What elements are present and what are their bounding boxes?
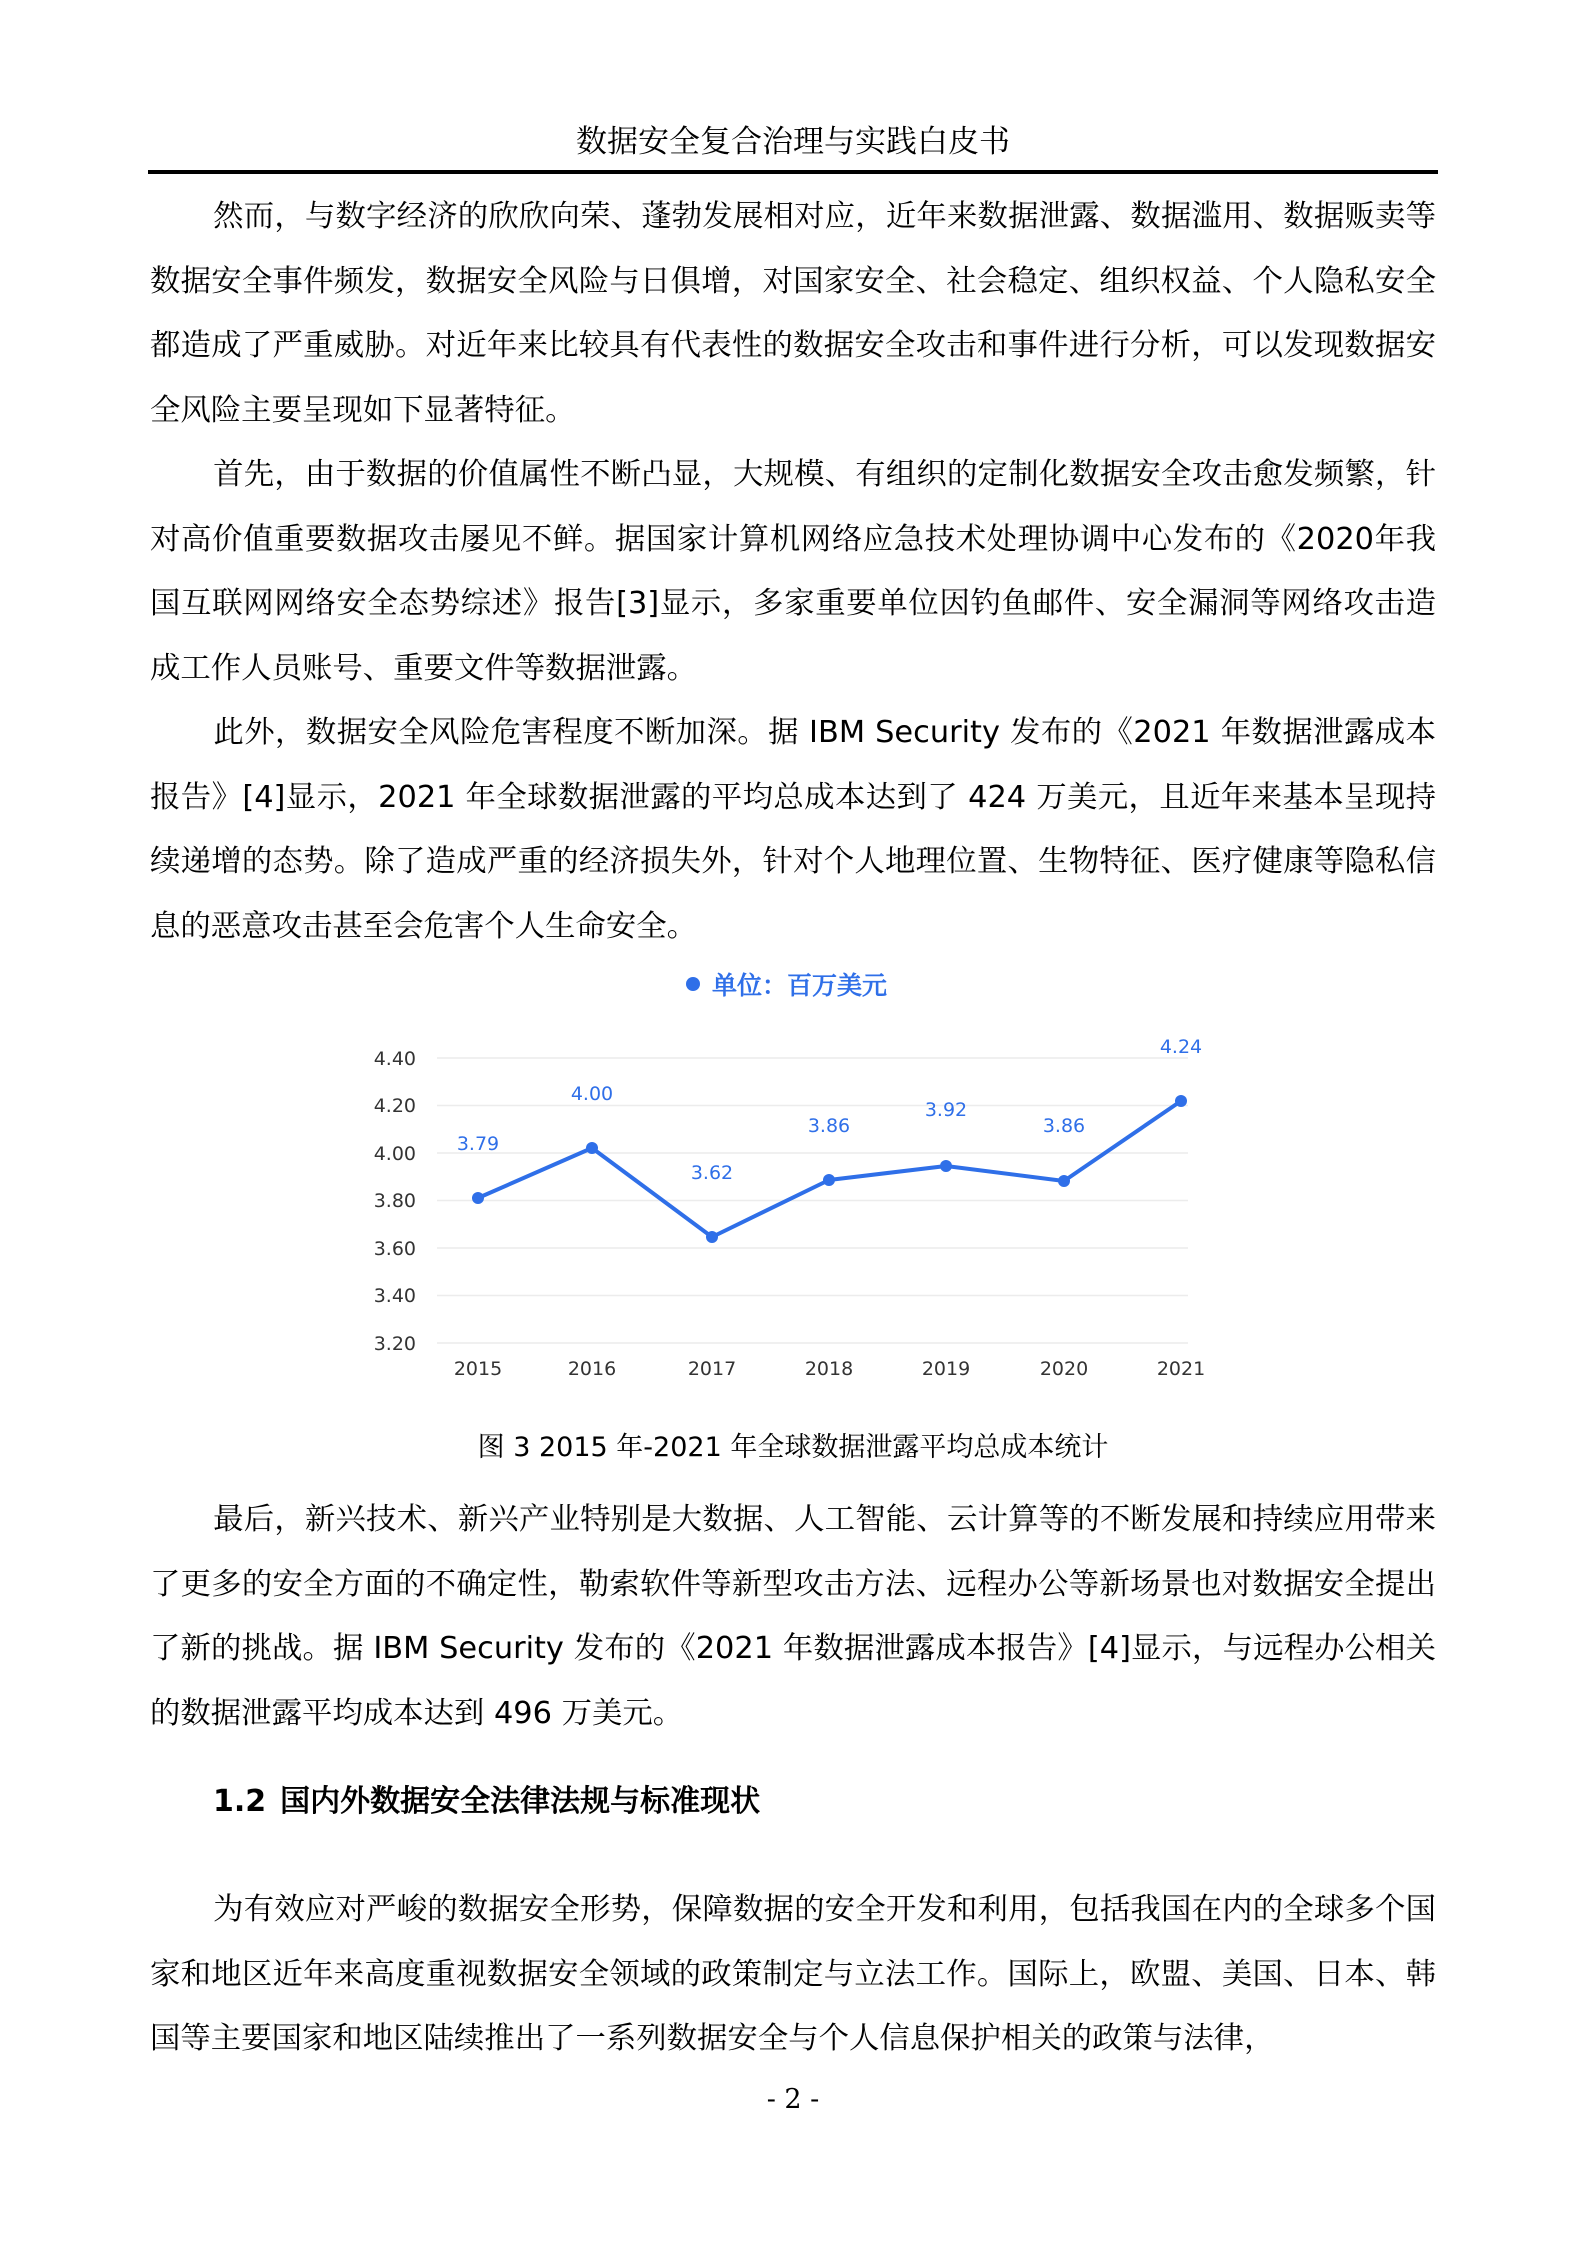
paragraph-text: 最后，新兴技术、新兴产业特别是大数据、人工智能、云计算等的不断发展和持续应用带来了更多的安全方面的不确定性，勒索软件等新型攻击方法、远程办公等新场景也对数据安全提出了新的挑战。据 IBM Security 发布的《2021 年数据泄露成本报告》[4]显示，与远程办公相关的数据泄露平均成本达到 496 万美元。	[150, 1502, 1436, 1731]
data-label: 4.24	[1159, 1036, 1203, 1058]
paragraph-text: 为有效应对严峻的数据安全形势，保障数据的安全开发和利用，包括我国在内的全球多个国家和地区近年来高度重视数据安全领域的政策制定与立法工作。国际上，欧盟、美国、日本、韩国等主要国家和地区陆续推出了一系列数据安全与个人信息保护相关的政策与法律，	[150, 1892, 1436, 2056]
section-heading	[213, 1780, 760, 1824]
data-point-marker	[472, 1192, 484, 1204]
data-label: 3.86	[1042, 1115, 1086, 1137]
page-number: - 2 -	[766, 2084, 820, 2115]
line-chart	[340, 950, 1240, 1400]
data-point-marker	[940, 1160, 952, 1172]
data-point-marker	[586, 1142, 598, 1154]
paragraph-text: 此外，数据安全风险危害程度不断加深。据 IBM Security 发布的《2021 年数据泄露成本报告》[4]显示，2021 年全球数据泄露的平均总成本达到了 424 万美元，且近年来基本呈现持续递增的态势。除了造成严重的经济损失外，针对个人地理位置、生物特征、医疗健康等隐私信息的恶意攻击甚至会危害个人生命安全。	[150, 715, 1436, 944]
y-tick: 4.20	[373, 1095, 416, 1117]
paragraph-text: 首先，由于数据的价值属性不断凸显，大规模、有组织的定制化数据安全攻击愈发频繁，针对高价值重要数据攻击屡见不鲜。据国家计算机网络应急技术处理协调中心发布的《2020年我国互联网网络安全态势综述》报告[3]显示，多家重要单位因钓鱼邮件、安全漏洞等网络攻击造成工作人员账号、重要文件等数据泄露。	[150, 457, 1436, 686]
data-label: 3.62	[690, 1162, 734, 1184]
data-point-marker	[823, 1174, 835, 1186]
section-number: 1.2	[213, 1784, 267, 1819]
x-tick: 2016	[567, 1358, 617, 1380]
x-tick: 2020	[1039, 1358, 1089, 1380]
y-tick: 3.80	[373, 1190, 416, 1212]
y-axis-ticks	[374, 1048, 416, 1355]
paragraph-text: 然而，与数字经济的欣欣向荣、蓬勃发展相对应，近年来数据泄露、数据滥用、数据贩卖等数据安全事件频发，数据安全风险与日俱增，对国家安全、社会稳定、组织权益、个人隐私安全都造成了严重威胁。对近年来比较具有代表性的数据安全攻击和事件进行分析，可以发现数据安全风险主要呈现如下显著特征。	[150, 199, 1436, 428]
y-tick: 3.60	[373, 1238, 416, 1260]
data-point-marker	[1058, 1175, 1070, 1187]
y-tick: 4.40	[373, 1048, 416, 1070]
data-point-marker	[1175, 1095, 1187, 1107]
header-rule	[148, 170, 1438, 174]
x-tick: 2021	[1156, 1358, 1206, 1380]
y-tick: 3.40	[373, 1285, 416, 1307]
x-tick: 2017	[687, 1358, 737, 1380]
paragraph-4	[150, 1488, 1436, 1746]
section-title: 国内外数据安全法律法规与标准现状	[280, 1784, 761, 1819]
data-label: 3.79	[456, 1133, 500, 1155]
x-tick: 2018	[804, 1358, 854, 1380]
data-point-marker	[706, 1231, 718, 1243]
gridlines	[437, 1058, 1188, 1343]
x-tick: 2019	[921, 1358, 971, 1380]
paragraph-5	[150, 1878, 1436, 2072]
paragraph-2	[150, 443, 1436, 701]
paragraph-1	[150, 185, 1436, 443]
data-label: 3.92	[924, 1099, 968, 1121]
running-header: 数据安全复合治理与实践白皮书	[576, 124, 1010, 160]
legend-dot-icon	[686, 977, 700, 991]
line-chart-svg	[340, 950, 1240, 1400]
legend-label: 单位：百万美元	[712, 971, 888, 1000]
figure-caption: 图 3 2015 年-2021 年全球数据泄露平均总成本统计	[477, 1432, 1109, 1463]
paragraph-3	[150, 701, 1436, 959]
y-tick: 4.00	[373, 1143, 416, 1165]
data-label: 4.00	[570, 1083, 614, 1105]
x-axis-ticks	[454, 1358, 1205, 1380]
data-label: 3.86	[807, 1115, 851, 1137]
x-tick: 2015	[453, 1358, 503, 1380]
y-tick: 3.20	[373, 1333, 416, 1355]
